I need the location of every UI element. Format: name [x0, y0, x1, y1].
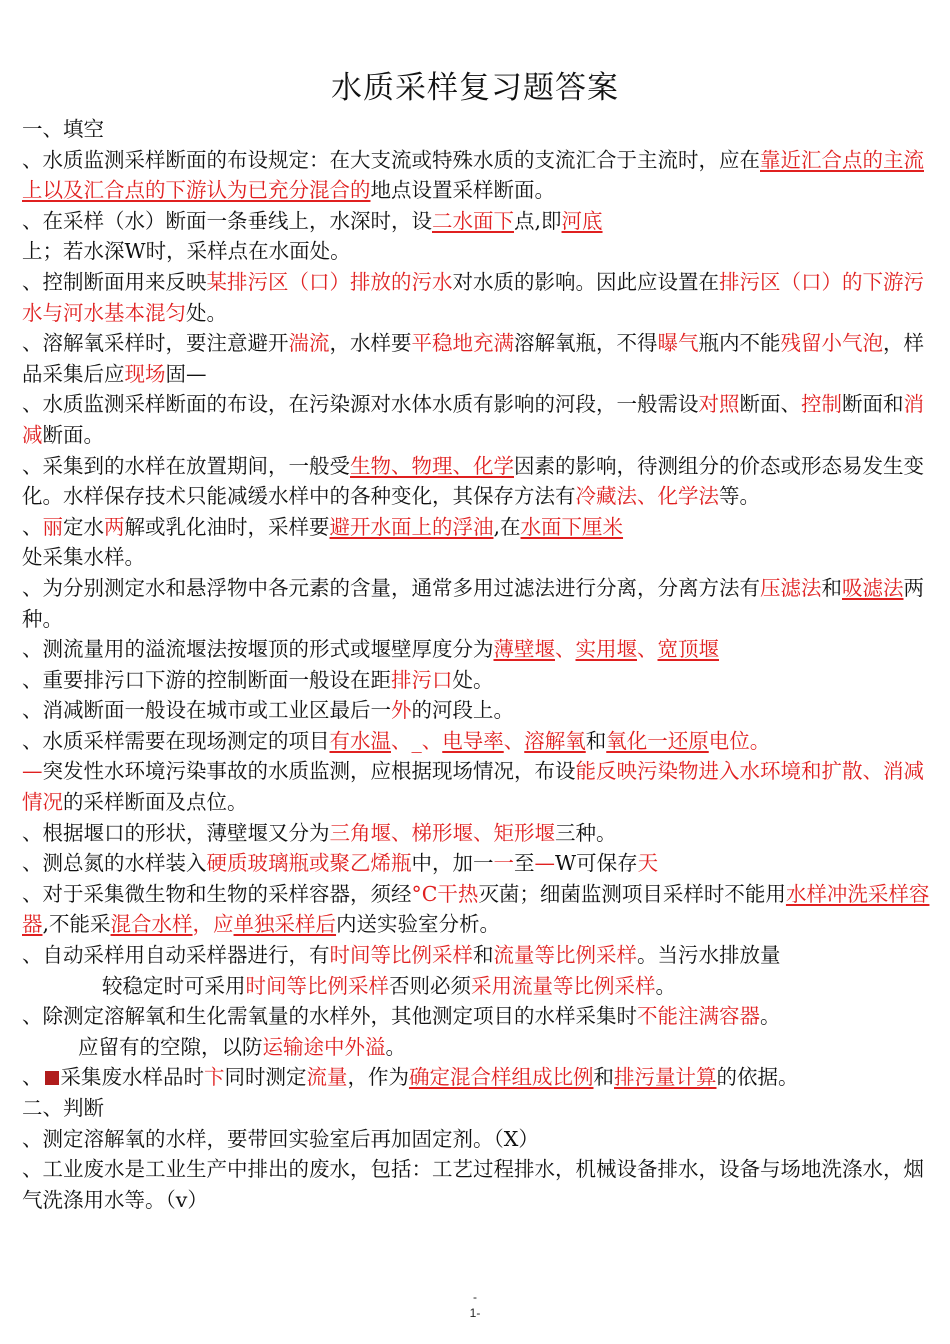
question-6 [22, 451, 944, 512]
text: 。当污水排放量 [637, 943, 781, 968]
answer: 采用流量等比例采样 [471, 973, 656, 998]
text: 和 [585, 728, 607, 753]
page-number: 1- [469, 1306, 481, 1320]
text: 一 [493, 851, 514, 876]
answer: 确定混合样组成比例 [409, 1065, 594, 1090]
text: 处。 [186, 300, 227, 325]
text: 解或乳化油时，采样要 [124, 514, 330, 539]
answer: 运输途中外溢 [262, 1034, 386, 1059]
question-19 [22, 1062, 944, 1093]
answer: 流量 [306, 1065, 348, 1090]
text: 灭菌；细菌监测项目采样时不能用 [478, 881, 786, 906]
text: 、水质监测采样断面的布设，在污染源对水体水质有影响的河段，一般需设 [22, 392, 699, 417]
answer: 湍流 [288, 331, 330, 356]
section-heading-fill-blank: 一、填空 [22, 117, 104, 141]
text: 定水 [63, 514, 104, 539]
text: 突发性水环境污染事故的水质监测，应根据现场情况，布设 [42, 759, 576, 784]
question-10 [22, 665, 944, 696]
text: 、 [503, 728, 525, 753]
answer: 天 [637, 851, 659, 876]
text: 地点设置采样断面。 [370, 178, 555, 203]
text: 、采集到的水样在放置期间，一般受 [22, 453, 350, 478]
text: 两种。 [22, 575, 924, 631]
text: ，水样要 [329, 331, 412, 356]
answer: 实用堰 [575, 637, 637, 662]
text: 瓶内不能 [698, 331, 781, 356]
answer: 丽 [42, 514, 63, 539]
answer: 曝气 [657, 331, 699, 356]
text: 采集废水样品时 [60, 1065, 204, 1090]
text: 。 [760, 1004, 781, 1029]
text: 、 [637, 637, 658, 662]
text: 因素的影响，待测组分的价态或形态易发生变化。水样保存技术只能减缓水样中的各种变化，其保存方法有 [22, 453, 924, 509]
answer: 河底 [561, 208, 603, 233]
answer: 流量等比例采样 [493, 943, 637, 968]
text: 否则必须 [389, 973, 471, 998]
answer: 水面下厘米 [520, 514, 624, 539]
answer: 时间等比例采样 [329, 943, 473, 968]
answer: 不能注满容器 [637, 1004, 760, 1029]
answer: 电位 [708, 728, 750, 753]
text: 、水质监测采样断面的布设规定：在大支流或特殊水质的支流汇合于主流时，应在 [22, 147, 760, 172]
question-18 [22, 1001, 944, 1032]
question-16 [22, 879, 944, 940]
text: 。 [385, 1034, 406, 1059]
text: 、自动采样用自动采样器进行，有 [22, 943, 330, 968]
text: 上；若水深W时，采样点在水面处。 [22, 239, 351, 264]
answer: °C干热 [411, 881, 479, 906]
answer: 能反映污染物进入水环境和扩散、消减情况 [22, 759, 924, 815]
text: 、 [22, 1065, 43, 1090]
text: W可保存 [555, 851, 638, 876]
text: 、在采样（水）断面一条垂线上，水深时，设 [22, 208, 432, 233]
answer: 控制 [801, 392, 842, 417]
answer: 电导率 [442, 728, 504, 753]
answer: 靠近汇合点的主流上以及汇合点的下游认为已充分混合的 [22, 147, 924, 203]
answer: 混合水样 [110, 912, 193, 937]
text: 、重要排污口下游的控制断面一般设在距 [22, 667, 391, 692]
question-12 [22, 726, 944, 757]
text: 断面、 [739, 392, 801, 417]
text: 、测总氮的水样装入 [22, 851, 207, 876]
text: — [22, 759, 43, 784]
document-body [22, 114, 944, 1215]
text: 应留有的空隙，以防 [78, 1034, 263, 1059]
text: 、_、 [391, 728, 443, 753]
text: ,在 [493, 514, 521, 539]
text: ，应 [192, 912, 234, 937]
text: 固— [165, 361, 207, 386]
answer: 平稳地充满 [411, 331, 514, 356]
text: ，作为 [347, 1065, 409, 1090]
text: 、 [555, 637, 576, 662]
question-13 [22, 756, 944, 817]
answer: 吸滤法 [842, 575, 904, 600]
text: 、为分别测定水和悬浮物中各元素的含量，通常多用过滤法进行分离，分离方法有 [22, 575, 760, 600]
question-8 [22, 573, 944, 634]
text: 溶解氧瓶，不得 [514, 331, 658, 356]
answer: 现场 [124, 361, 166, 386]
answer: 两 [104, 514, 125, 539]
text: 中，加一 [411, 851, 494, 876]
answer: 有水温 [329, 728, 391, 753]
answer: 生物、物理、化学 [350, 453, 514, 478]
question-15 [22, 848, 944, 879]
question-14 [22, 818, 944, 849]
text: 三种。 [555, 820, 617, 845]
text: 和 [821, 575, 842, 600]
answer: 单独采样后 [233, 912, 337, 937]
text: 断面。 [42, 422, 104, 447]
text: 、测流量用的溢流堰法按堰顶的形式或堰壁厚度分为 [22, 637, 494, 662]
text: 对水质的影响。因此应设置在 [452, 269, 719, 294]
text: 、 [22, 514, 43, 539]
answer: 压滤法 [760, 575, 822, 600]
text: 处采集水样。 [22, 545, 145, 570]
judgement-1: 、测定溶解氧的水样，要带回实验室后再加固定剂。（X） [22, 1126, 539, 1151]
text: 内送实验室分析。 [336, 912, 501, 937]
text: 、除测定溶解氧和生化需氧量的水样外，其他测定项目的水样采集时 [22, 1004, 637, 1029]
text: 、消减断面一般设在城市或工业区最后一 [22, 698, 391, 723]
page-title: 水质采样复习题答案 [331, 70, 619, 106]
question-1 [22, 145, 944, 206]
footer-dash: - [473, 1290, 477, 1304]
answer: 外 [391, 698, 412, 723]
answer: 氧化一还原 [606, 728, 709, 753]
text: 和 [593, 1065, 614, 1090]
question-11 [22, 695, 944, 726]
text: ，样品采集后应 [22, 331, 924, 386]
text: 、水质采样需要在现场测定的项目 [22, 728, 330, 753]
question-9 [22, 634, 944, 665]
square-bullet-icon [45, 1071, 59, 1085]
text: ,不能采 [42, 912, 111, 937]
question-4 [22, 328, 944, 389]
text: 、根据堰口的形状，薄壁堰又分为 [22, 820, 330, 845]
question-5 [22, 389, 944, 450]
question-17 [22, 940, 944, 971]
answer: 排污口 [391, 667, 453, 692]
answer: 宽顶堰 [657, 637, 719, 662]
question-17-continued [22, 971, 944, 1002]
text: 点,即 [514, 208, 562, 233]
text: 的依据。 [716, 1065, 799, 1090]
answer: 某排污区（口）排放的污水 [206, 269, 453, 294]
text: 卞 [204, 1065, 225, 1090]
section-heading-judgement: 二、判断 [22, 1096, 104, 1120]
answer: 硬质玻璃瓶或聚乙烯瓶 [206, 851, 412, 876]
judgement-2: 、工业废水是工业生产中排出的废水，包括：工艺过程排水，机械设备排水，设备与场地洗涤水，烟气洗涤用水等。（v） [22, 1157, 924, 1212]
answer: 水样冲洗采样容器 [22, 881, 930, 937]
answer: 三角堰、梯形堰、矩形堰 [329, 820, 555, 845]
text: 、控制断面用来反映 [22, 269, 207, 294]
answer: 残留小气泡 [780, 331, 883, 356]
text: 断面和 [842, 392, 904, 417]
text: 较稳定时可采用 [102, 973, 246, 998]
text: 至 [514, 851, 535, 876]
text: 等。 [719, 484, 760, 509]
question-7 [22, 512, 944, 573]
text: — [534, 851, 555, 876]
question-3 [22, 267, 944, 328]
text: 的河段上。 [411, 698, 514, 723]
question-18-continued [22, 1032, 944, 1063]
text: 同时测定 [224, 1065, 307, 1090]
answer: 二水面下 [432, 208, 514, 233]
answer: 溶解氧 [524, 728, 586, 753]
text: 。 [749, 728, 771, 753]
answer: 冷藏法、化学法 [575, 484, 719, 509]
answer: 避开水面上的浮油 [329, 514, 494, 539]
answer: 排污区（口）的下游污水与河水基本混匀 [22, 269, 924, 325]
text: 的采样断面及点位。 [63, 790, 248, 815]
question-2 [22, 206, 944, 267]
answer: 对照 [698, 392, 740, 417]
answer: 排污量计算 [614, 1065, 717, 1090]
text: 处。 [452, 667, 494, 692]
answer: 时间等比例采样 [245, 973, 389, 998]
answer: 薄壁堰 [493, 637, 555, 662]
text: 、溶解氧采样时，要注意避开 [22, 331, 289, 356]
answer: 消减 [22, 392, 924, 447]
text: 和 [473, 943, 494, 968]
text: 。 [655, 973, 676, 998]
text: 、对于采集微生物和生物的采样容器，须经 [22, 881, 412, 906]
